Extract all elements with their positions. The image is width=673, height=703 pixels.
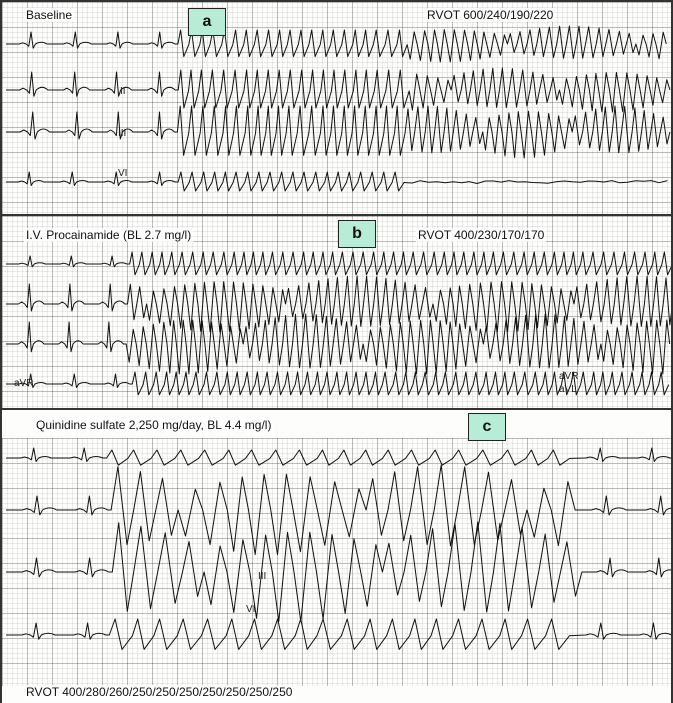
panel-a-lead-iii: III bbox=[118, 128, 127, 139]
ecg-trace bbox=[6, 252, 671, 275]
panel-b-procainamide bbox=[2, 216, 671, 408]
ecg-trace bbox=[6, 522, 671, 622]
panel-b-lead-avl: aVL bbox=[559, 384, 577, 395]
ecg-trace bbox=[6, 465, 671, 555]
panel-a-lead-ii: II bbox=[120, 86, 126, 97]
panel-c-title: Quinidine sulfate 2,250 mg/day, BL 4.4 mg/l) bbox=[36, 418, 272, 432]
ecg-trace bbox=[6, 314, 670, 374]
panel-a-baseline bbox=[2, 2, 671, 214]
ecg-trace bbox=[6, 448, 671, 465]
ecg-trace bbox=[6, 106, 670, 158]
panel-c-badge: c bbox=[468, 413, 506, 441]
panel-b-rvot: RVOT 400/230/170/170 bbox=[418, 228, 545, 242]
panel-b-lead-avr-left: aVR bbox=[14, 378, 34, 389]
panel-b-lead-avr-right: aVR bbox=[559, 371, 579, 382]
ecg-trace bbox=[6, 172, 667, 191]
panel-a-lead-v1: VI bbox=[118, 168, 128, 179]
panel-c-lead-v1: VI bbox=[246, 604, 256, 615]
panel-c-ecg-traces bbox=[2, 410, 671, 703]
panel-b-title: I.V. Procainamide (BL 2.7 mg/l) bbox=[26, 228, 192, 242]
panel-b-badge: b bbox=[338, 220, 376, 248]
panel-a-badge: a bbox=[188, 8, 226, 36]
panel-a-rvot: RVOT 600/240/190/220 bbox=[427, 8, 554, 22]
ecg-trace bbox=[6, 619, 671, 649]
panel-a-ecg-traces bbox=[2, 2, 671, 214]
ecg-trace bbox=[6, 276, 671, 332]
ecg-trace bbox=[6, 68, 670, 112]
panel-a-title: Baseline bbox=[26, 8, 73, 22]
panel-c-lead-iii: III bbox=[258, 571, 267, 582]
ecg-trace bbox=[6, 26, 666, 62]
panel-c-quinidine bbox=[2, 410, 671, 703]
panel-c-rvot: RVOT 400/280/260/250/250/250/250/250/250/250 bbox=[26, 685, 293, 699]
